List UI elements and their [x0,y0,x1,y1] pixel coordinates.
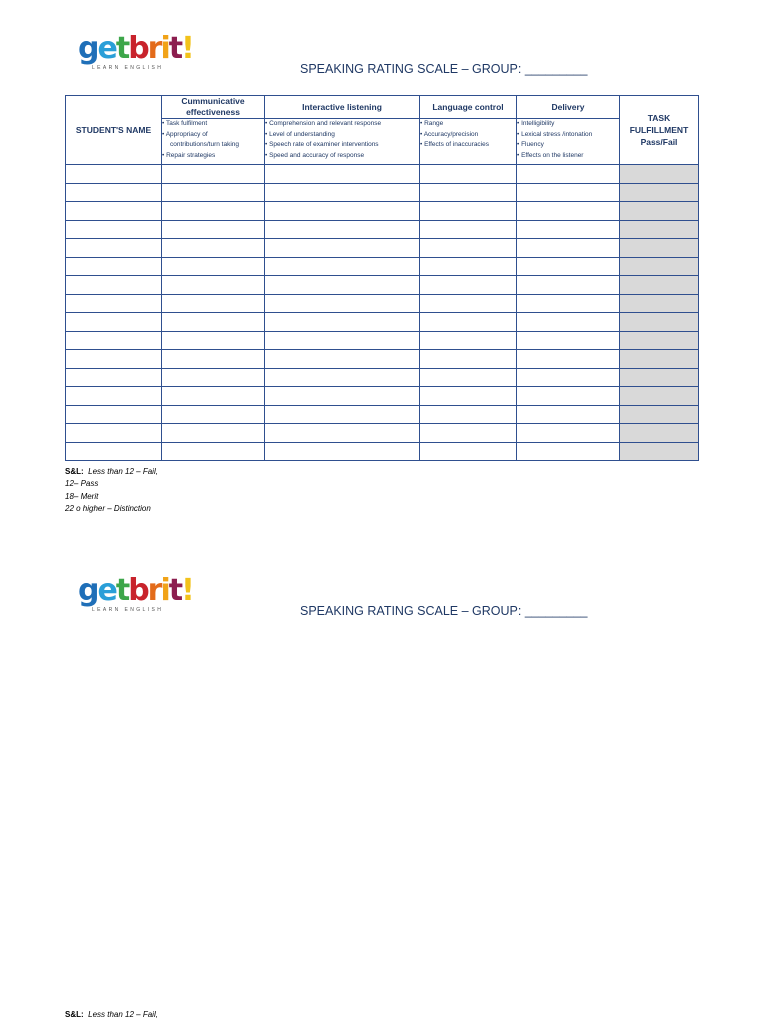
task-fulfillment-cell[interactable] [620,405,699,424]
score-cell[interactable] [265,276,420,295]
logo-letter: t [168,31,182,66]
score-cell[interactable] [265,405,420,424]
logo-letter: e [97,573,116,608]
task-fulfillment-cell[interactable] [620,387,699,406]
task-fulfillment-cell[interactable] [620,220,699,239]
logo-letter: ! [181,573,193,608]
student-name-cell[interactable] [66,294,162,313]
score-cell[interactable] [517,442,620,461]
task-fulfillment-header: TASK FULFILLMENT Pass/Fail [620,96,699,165]
legend-line [65,466,158,478]
student-name-cell[interactable] [66,387,162,406]
table-row [66,239,699,258]
task-fulfillment-cell[interactable] [620,350,699,369]
logo-wordmark [78,31,193,66]
student-name-cell[interactable] [66,276,162,295]
legend-distinction: 22 o higher – Distinction [65,503,151,513]
task-fulfillment-cell[interactable] [620,257,699,276]
task-fulfillment-cell[interactable] [620,239,699,258]
task-fulfillment-cell[interactable] [620,183,699,202]
legend-line [65,1009,158,1021]
score-cell[interactable] [517,276,620,295]
score-cell[interactable] [420,424,517,443]
score-cell[interactable] [265,165,420,184]
table-row [66,257,699,276]
score-cell[interactable] [517,239,620,258]
legend-line [65,478,158,490]
logo-letter: i [160,573,169,608]
legend-pass: 12– Pass [65,479,99,489]
logo-letter: i [160,31,169,66]
score-cell[interactable] [420,368,517,387]
column-title: Cummunicative effectiveness [162,96,265,119]
table-row [66,165,699,184]
table-row [66,350,699,369]
criteria-item: • Accuracy/precision [420,130,479,138]
legend-merit: 18– Merit [65,491,99,501]
score-cell[interactable] [162,202,265,221]
score-cell[interactable] [162,294,265,313]
task-fulfillment-cell[interactable] [620,165,699,184]
student-name-cell[interactable] [66,424,162,443]
student-name-cell[interactable] [66,313,162,332]
criteria-item: • Intelligibility [517,120,555,127]
legend-line [65,491,158,503]
logo-letter: e [97,31,116,66]
student-name-cell[interactable] [66,183,162,202]
logo-letter: r [147,573,161,608]
grading-legend [65,466,158,515]
score-cell[interactable] [265,294,420,313]
score-cell[interactable] [420,313,517,332]
score-cell[interactable] [420,387,517,406]
score-cell[interactable] [517,183,620,202]
criteria-item: contributions/turn taking [170,141,240,148]
score-cell[interactable] [517,313,620,332]
score-cell[interactable] [517,294,620,313]
score-cell[interactable] [420,165,517,184]
task-fulfillment-cell[interactable] [620,276,699,295]
score-cell[interactable] [162,183,265,202]
score-cell[interactable] [162,331,265,350]
score-cell[interactable] [420,239,517,258]
score-cell[interactable] [517,220,620,239]
criteria-item: • Repair strategies [162,151,216,159]
legend-label: S&L: [65,467,84,476]
logo-letter: t [115,31,129,66]
table-row [66,183,699,202]
table-row [66,387,699,406]
criteria-item: • Lexical stress /intonation [517,130,593,138]
score-cell[interactable] [517,331,620,350]
table-row [66,313,699,332]
task-fulfillment-cell[interactable] [620,424,699,443]
legend-fail: Less than 12 – Fail, [88,1010,158,1019]
score-cell[interactable] [162,313,265,332]
task-fulfillment-cell[interactable] [620,368,699,387]
score-cell[interactable] [517,405,620,424]
table-row [66,331,699,350]
page-title: SPEAKING RATING SCALE – GROUP: _________ [300,604,588,618]
score-cell[interactable] [162,424,265,443]
legend-line [65,503,158,515]
table-row [66,405,699,424]
score-cell[interactable] [420,294,517,313]
column-title: Delivery [517,96,620,119]
score-cell[interactable] [265,350,420,369]
score-cell[interactable] [265,424,420,443]
logo-letter: t [115,573,129,608]
task-fulfillment-cell[interactable] [620,442,699,461]
score-cell[interactable] [162,350,265,369]
score-cell[interactable] [265,313,420,332]
student-name-header: STUDENT'S NAME [66,96,162,165]
table-row [66,202,699,221]
column-title: Language control [420,96,517,119]
score-cell[interactable] [265,257,420,276]
legend-fail: Less than 12 – Fail, [88,467,158,476]
logo-letter: b [128,573,148,608]
score-cell[interactable] [162,220,265,239]
score-cell[interactable] [265,387,420,406]
logo-letter: t [168,573,182,608]
score-cell[interactable] [420,202,517,221]
score-cell[interactable] [265,239,420,258]
score-cell[interactable] [265,368,420,387]
score-cell[interactable] [517,387,620,406]
score-cell[interactable] [162,276,265,295]
score-cell[interactable] [162,368,265,387]
criteria-list [517,119,620,165]
criteria-item: • Range [420,120,444,127]
score-cell[interactable] [420,276,517,295]
score-cell[interactable] [420,331,517,350]
rating-table [65,95,699,461]
criteria-list [265,119,420,165]
criteria-item: • Speech rate of examiner interventions [265,141,379,148]
score-cell[interactable] [162,405,265,424]
student-name-cell[interactable] [66,165,162,184]
criteria-item: • Effects of inaccuracies [420,141,489,148]
criteria-list [162,119,265,165]
score-cell[interactable] [420,405,517,424]
score-cell[interactable] [162,165,265,184]
score-cell[interactable] [162,257,265,276]
logo-wordmark [78,573,193,608]
task-fulfillment-cell[interactable] [620,331,699,350]
student-name-cell[interactable] [66,350,162,369]
score-cell[interactable] [420,257,517,276]
student-name-cell[interactable] [66,202,162,221]
student-name-cell[interactable] [66,442,162,461]
page-title: SPEAKING RATING SCALE – GROUP: _________ [300,62,588,76]
student-name-cell[interactable] [66,239,162,258]
table-body [66,165,699,461]
logo-getbrit [78,573,193,624]
score-cell[interactable] [162,239,265,258]
criteria-item: • Task fulfilment [162,120,208,127]
legend-label: S&L: [65,1010,84,1019]
score-cell[interactable] [265,331,420,350]
column-title: Interactive listening [265,96,420,119]
grading-legend [65,1009,158,1021]
student-name-cell[interactable] [66,368,162,387]
criteria-item: • Appropriacy of [162,130,208,138]
score-cell[interactable] [517,368,620,387]
logo-letter: r [147,31,161,66]
score-cell[interactable] [265,202,420,221]
criteria-item: • Fluency [517,141,544,148]
student-name-cell[interactable] [66,220,162,239]
score-cell[interactable] [265,183,420,202]
criteria-item: • Level of understanding [265,130,335,138]
score-cell[interactable] [420,220,517,239]
logo-getbrit [78,31,193,82]
student-name-cell[interactable] [66,405,162,424]
score-cell[interactable] [420,442,517,461]
table-row [66,220,699,239]
table-row [66,276,699,295]
student-name-cell[interactable] [66,331,162,350]
logo-letter: b [128,31,148,66]
table-row [66,442,699,461]
task-fulfillment-cell[interactable] [620,294,699,313]
criteria-list [420,119,517,165]
score-cell[interactable] [517,350,620,369]
score-cell[interactable] [265,220,420,239]
logo-letter: ! [181,31,193,66]
table-row [66,294,699,313]
score-cell[interactable] [517,165,620,184]
score-cell[interactable] [517,257,620,276]
score-cell[interactable] [265,442,420,461]
criteria-item: • Speed and accuracy of response [265,151,365,159]
logo-tagline: LEARN ENGLISH [92,65,164,71]
task-fulfillment-cell[interactable] [620,313,699,332]
score-cell[interactable] [162,387,265,406]
table-row [66,424,699,443]
task-fulfillment-cell[interactable] [620,202,699,221]
logo-letter: g [78,573,98,608]
score-cell[interactable] [517,202,620,221]
table-row [66,368,699,387]
criteria-item: • Comprehension and relevant response [265,120,382,127]
score-cell[interactable] [162,442,265,461]
score-cell[interactable] [420,183,517,202]
score-cell[interactable] [420,350,517,369]
student-name-cell[interactable] [66,257,162,276]
logo-tagline: LEARN ENGLISH [92,607,164,613]
logo-letter: g [78,31,98,66]
criteria-item: • Effects on the listener [517,151,584,159]
score-cell[interactable] [517,424,620,443]
